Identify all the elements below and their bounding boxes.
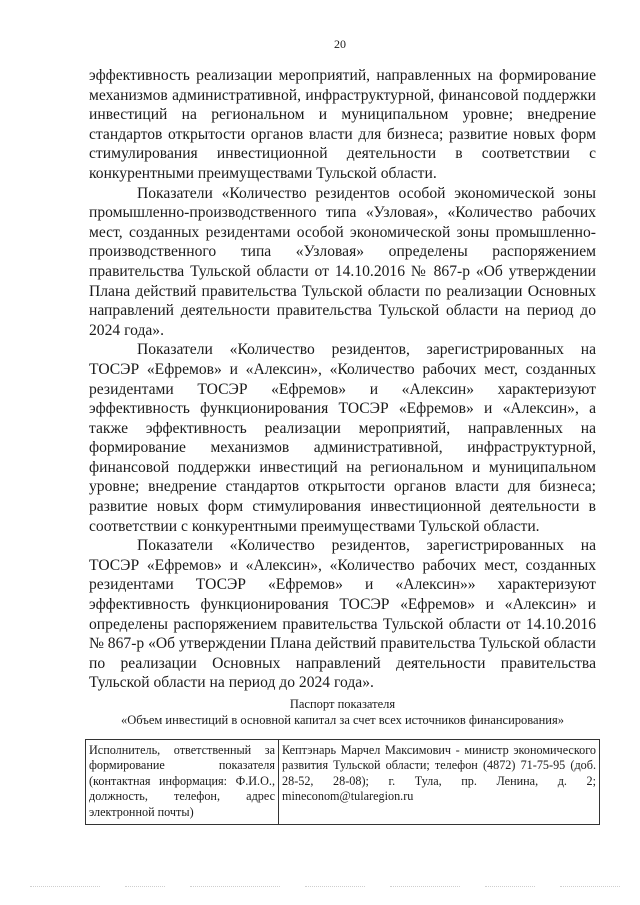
passport-row-value: Кептэнарь Марчел Максимович - министр экономического развития Тульской области; телефон (4872) 71-75-95 (доб. 28-52, 28-08); г. Тула, пр. Ленина, д. 2; mineconom@tularegion.ru	[279, 740, 600, 825]
passport-row-label: Исполнитель, ответственный за формирование показателя (контактная информация: Ф.И.О., должность, телефон, адрес электронной почты)	[86, 740, 279, 825]
paragraph-uzlovaya-indicators: Показатели «Количество резидентов особой экономической зоны промышленно-производственного типа «Узловая», «Количество рабочих мест, созданных резидентами особой экономической зоны промышленно-производственного типа «Узловая» определены распоряжением правительства Тульской области от 14.10.2016 № 867-р «Об утверждении Плана действий правительства Тульской области по реализации Основных направлений деятельности правительства Тульской области на период до 2024 года».	[89, 184, 596, 339]
table-row	[86, 740, 600, 825]
page-number: 20	[334, 37, 346, 51]
paragraph-toser-order: Показатели «Количество резидентов, зарегистрированных на ТОСЭР «Ефремов» и «Алексин», «Количество рабочих мест, созданных резидентами ТОСЭР «Ефремов» и «Алексин»» характеризуют эффективность функционирования ТОСЭР «Ефремов» и «Алексин» и определены распоряжением правительства Тульской области от 14.10.2016 № 867-р «Об утверждении Плана действий правительства Тульской области по реализации Основных направлений деятельности правительства Тульской области на период до 2024 года».	[89, 537, 596, 692]
passport-title	[89, 696, 596, 728]
passport-table	[85, 739, 600, 825]
passport-subheading: «Объем инвестиций в основной капитал за счет всех источников финансирования»	[121, 713, 564, 727]
scan-footer-artifact	[30, 886, 620, 890]
body-text	[89, 66, 596, 693]
paragraph-toser-efficiency: Показатели «Количество резидентов, зарегистрированных на ТОСЭР «Ефремов» и «Алексин», «Количество рабочих мест, созданных резидентами ТОСЭР «Ефремов» и «Алексин» характеризуют эффективность функционирования ТОСЭР «Ефремов» и «Алексин», а также эффективность реализации мероприятий, направленных на формирование механизмов административной, инфраструктурной, финансовой поддержки инвестиций на региональном и муниципальном уровне; внедрение стандартов открытости органов власти для бизнеса; развитие новых форм стимулирования инвестиционной деятельности в соответствии с конкурентными преимуществами Тульской области.	[89, 341, 596, 535]
paragraph-continuation: эффективность реализации мероприятий, направленных на формирование механизмов административной, инфраструктурной, финансовой поддержки инвестиций на региональном и муниципальном уровне; внедрение стандартов открытости органов власти для бизнеса; развитие новых форм стимулирования инвестиционной деятельности в соответствии с конкурентными преимуществами Тульской области.	[89, 67, 596, 182]
passport-heading: Паспорт показателя	[289, 697, 396, 711]
